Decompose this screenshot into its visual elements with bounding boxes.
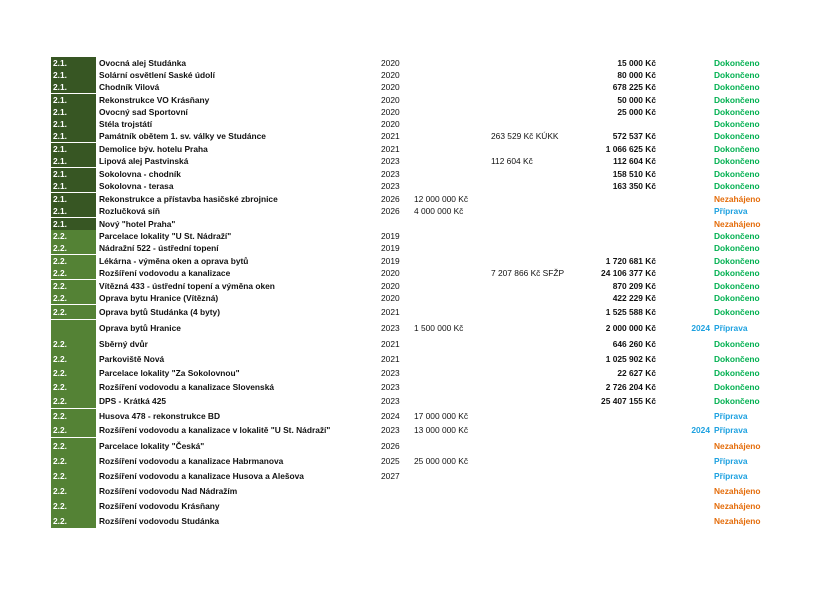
project-name: Nový "hotel Praha" — [99, 218, 176, 229]
grant-amount: 7 207 866 Kč SFŽP — [491, 267, 565, 278]
table-row — [0, 438, 840, 453]
table-row — [0, 351, 840, 366]
project-status: Dokončeno — [714, 395, 760, 406]
category-code: 2.2. — [53, 425, 67, 435]
project-name: Solární osvětlení Saské údolí — [99, 69, 215, 80]
category-code-cell — [51, 255, 96, 267]
actual-cost: 1 720 681 Kč — [605, 255, 656, 266]
project-name: Nádražní 522 - ústřední topení — [99, 242, 219, 253]
project-status: Dokončeno — [714, 57, 760, 68]
category-code: 2.1. — [53, 219, 67, 229]
project-year: 2020 — [381, 280, 400, 291]
planned-budget: 4 000 000 Kč — [414, 205, 464, 216]
category-code-cell — [51, 155, 96, 167]
completion-year: 2024 — [691, 424, 710, 435]
project-name: Sokolovna - chodník — [99, 168, 181, 179]
table-row — [0, 394, 840, 408]
project-year: 2021 — [381, 353, 400, 364]
project-name: Památník obětem 1. sv. války ve Studánce — [99, 130, 266, 141]
category-code-cell — [51, 218, 96, 230]
project-status: Dokončeno — [714, 381, 760, 392]
project-year: 2020 — [381, 69, 400, 80]
project-name: Oprava bytu Hranice (Vítězná) — [99, 292, 219, 303]
table-row — [0, 267, 840, 279]
actual-cost: 15 000 Kč — [617, 57, 656, 68]
project-name: Rozšíření vodovodu Nad Nádražím — [99, 485, 238, 496]
project-status: Nezahájeno — [714, 515, 761, 526]
project-year: 2026 — [381, 205, 400, 216]
category-code-cell — [51, 453, 96, 468]
project-year: 2023 — [381, 395, 400, 406]
project-year: 2023 — [381, 322, 400, 333]
project-name: Rozšíření vodovodu a kanalizace v lokalitě "U St. Nádraží" — [99, 424, 331, 435]
project-year: 2023 — [381, 381, 400, 392]
project-name: Lékárna - výměna oken a oprava bytů — [99, 255, 249, 266]
project-status: Dokončeno — [714, 130, 760, 141]
project-status: Dokončeno — [714, 353, 760, 364]
category-code: 2.2. — [53, 396, 67, 406]
project-year: 2019 — [381, 230, 400, 241]
table-row — [0, 305, 840, 319]
table-row — [0, 336, 840, 351]
project-status: Nezahájeno — [714, 218, 761, 229]
category-code: 2.1. — [53, 169, 67, 179]
project-year: 2020 — [381, 267, 400, 278]
category-code-cell — [51, 351, 96, 366]
category-code-cell — [51, 168, 96, 180]
table-row — [0, 106, 840, 118]
category-code-cell — [51, 69, 96, 81]
category-code: 2.2. — [53, 470, 67, 481]
category-code: 2.1. — [53, 70, 67, 80]
category-code: 2.1. — [53, 206, 67, 216]
table-row — [0, 320, 840, 336]
project-status: Dokončeno — [714, 155, 760, 166]
table-row — [0, 423, 840, 437]
project-year: 2021 — [381, 338, 400, 349]
actual-cost: 678 225 Kč — [612, 81, 656, 92]
project-status: Příprava — [714, 470, 748, 481]
category-code: 2.1. — [53, 131, 67, 141]
table-row — [0, 205, 840, 217]
actual-cost: 80 000 Kč — [617, 69, 656, 80]
actual-cost: 112 604 Kč — [613, 155, 656, 166]
category-code: 2.2. — [53, 455, 67, 466]
category-code-cell — [51, 305, 96, 319]
project-status: Dokončeno — [714, 143, 760, 154]
project-status: Dokončeno — [714, 230, 760, 241]
category-code-cell — [51, 130, 96, 142]
project-year: 2020 — [381, 292, 400, 303]
table-row — [0, 94, 840, 106]
project-year: 2021 — [381, 130, 400, 141]
actual-cost: 22 627 Kč — [617, 367, 656, 378]
actual-cost: 2 000 000 Kč — [605, 322, 656, 333]
category-code-cell — [51, 468, 96, 483]
project-status: Příprava — [714, 410, 748, 421]
project-year: 2020 — [381, 57, 400, 68]
project-name: Rekonstrukce VO Krásňany — [99, 94, 210, 105]
project-year: 2019 — [381, 242, 400, 253]
category-code: 2.2. — [53, 293, 67, 303]
category-code-cell — [51, 230, 96, 242]
actual-cost: 25 000 Kč — [617, 106, 656, 117]
table-row — [0, 498, 840, 513]
project-year: 2023 — [381, 168, 400, 179]
actual-cost: 1 066 625 Kč — [605, 143, 656, 154]
table-row — [0, 168, 840, 180]
project-status: Dokončeno — [714, 69, 760, 80]
category-code-cell — [51, 394, 96, 408]
category-code-cell — [51, 336, 96, 351]
project-status: Dokončeno — [714, 180, 760, 191]
project-name: Rozšíření vodovodu a kanalizace Slovenská — [99, 381, 275, 392]
actual-cost: 50 000 Kč — [617, 94, 656, 105]
project-status: Dokončeno — [714, 306, 760, 317]
category-code: 2.2. — [53, 485, 67, 496]
project-year: 2020 — [381, 118, 400, 129]
planned-budget: 13 000 000 Kč — [414, 424, 469, 435]
actual-cost: 422 229 Kč — [612, 292, 656, 303]
category-code: 2.2. — [53, 268, 67, 278]
table-row — [0, 81, 840, 93]
project-year: 2021 — [381, 306, 400, 317]
category-code-cell — [51, 193, 96, 205]
category-code: 2.1. — [53, 119, 67, 129]
project-status: Nezahájeno — [714, 440, 761, 451]
actual-cost: 870 209 Kč — [612, 280, 656, 291]
project-year: 2025 — [381, 455, 400, 466]
category-code: 2.2. — [53, 338, 67, 349]
category-code: 2.1. — [53, 95, 67, 105]
category-code-cell — [51, 118, 96, 130]
project-year: 2019 — [381, 255, 400, 266]
project-name: Rozšíření vodovodu Studánka — [99, 515, 220, 526]
category-code: 2.2. — [53, 500, 67, 511]
project-status: Dokončeno — [714, 292, 760, 303]
project-name: Ovocná alej Studánka — [99, 57, 187, 68]
category-code-cell — [51, 94, 96, 106]
category-code: 2.2. — [53, 243, 67, 253]
table-row — [0, 280, 840, 292]
project-status: Dokončeno — [714, 280, 760, 291]
project-name: Parcelace lokality "Za Sokolovnou" — [99, 367, 240, 378]
project-name: Sběrný dvůr — [99, 338, 148, 349]
category-code: 2.2. — [53, 515, 67, 526]
project-status: Dokončeno — [714, 118, 760, 129]
project-name: Rozšíření vodovodu Krásňany — [99, 500, 220, 511]
table-row — [0, 143, 840, 155]
category-code-cell — [51, 366, 96, 380]
actual-cost: 158 510 Kč — [612, 168, 656, 179]
table-row — [0, 193, 840, 205]
table-row — [0, 255, 840, 267]
actual-cost: 1 025 902 Kč — [605, 353, 656, 364]
project-year: 2023 — [381, 180, 400, 191]
project-name: DPS - Krátká 425 — [99, 395, 167, 406]
category-code-cell — [51, 380, 96, 394]
category-code-cell — [51, 320, 96, 336]
category-code-cell — [51, 205, 96, 217]
project-name: Parcelace lokality "U St. Nádraží" — [99, 230, 232, 241]
category-code-cell — [51, 106, 96, 118]
project-status: Dokončeno — [714, 168, 760, 179]
project-year: 2020 — [381, 81, 400, 92]
category-code: 2.2. — [53, 307, 67, 317]
actual-cost: 24 106 377 Kč — [601, 267, 656, 278]
completion-year: 2024 — [691, 322, 710, 333]
category-code: 2.2. — [53, 353, 67, 364]
actual-cost: 163 350 Kč — [612, 180, 656, 191]
table-row — [0, 513, 840, 528]
project-status: Nezahájeno — [714, 193, 761, 204]
category-code: 2.1. — [53, 194, 67, 204]
project-status: Příprava — [714, 455, 748, 466]
category-code: 2.1. — [53, 107, 67, 117]
project-name: Demolice býv. hotelu Praha — [99, 143, 208, 154]
project-status: Příprava — [714, 424, 748, 435]
project-status: Dokončeno — [714, 94, 760, 105]
project-year: 2024 — [381, 410, 400, 421]
category-code-cell — [51, 180, 96, 192]
project-name: Parkoviště Nová — [99, 353, 165, 364]
project-name: Rozšíření vodovodu a kanalizace Habrmanova — [99, 455, 284, 466]
project-status: Nezahájeno — [714, 485, 761, 496]
category-code-cell — [51, 409, 96, 423]
project-status: Dokončeno — [714, 338, 760, 349]
category-code: 2.2. — [53, 382, 67, 392]
table-row — [0, 230, 840, 242]
category-code: 2.2. — [53, 411, 67, 421]
project-name: Rozlučková síň — [99, 205, 160, 216]
table-row — [0, 130, 840, 142]
project-year: 2027 — [381, 470, 400, 481]
table-row — [0, 57, 840, 69]
project-year: 2023 — [381, 367, 400, 378]
project-status: Dokončeno — [714, 367, 760, 378]
category-code-cell — [51, 81, 96, 93]
table-row — [0, 483, 840, 498]
category-code-cell — [51, 242, 96, 254]
category-code-cell — [51, 483, 96, 498]
project-year: 2020 — [381, 94, 400, 105]
actual-cost: 25 407 155 Kč — [601, 395, 656, 406]
table-row — [0, 453, 840, 468]
category-code: 2.2. — [53, 368, 67, 378]
grant-amount: 263 529 Kč KÚKK — [491, 130, 559, 141]
project-year: 2026 — [381, 440, 400, 451]
table-row — [0, 180, 840, 192]
planned-budget: 17 000 000 Kč — [414, 410, 469, 421]
category-code-cell — [51, 280, 96, 292]
project-year: 2026 — [381, 193, 400, 204]
category-code-cell — [51, 143, 96, 155]
category-code-cell — [51, 513, 96, 528]
category-code-cell — [51, 498, 96, 513]
table-row — [0, 292, 840, 304]
category-code: 2.2. — [53, 256, 67, 266]
project-name: Rekonstrukce a přístavba hasičské zbrojnice — [99, 193, 278, 204]
table-row — [0, 468, 840, 483]
table-row — [0, 69, 840, 81]
table-row — [0, 242, 840, 254]
project-name: Vítězná 433 - ústřední topení a výměna oken — [99, 280, 275, 291]
project-status: Dokončeno — [714, 267, 760, 278]
table-row — [0, 409, 840, 423]
project-year: 2020 — [381, 106, 400, 117]
project-status: Dokončeno — [714, 106, 760, 117]
project-name: Ovocný sad Sportovní — [99, 106, 188, 117]
category-code-cell — [51, 292, 96, 304]
grant-amount: 112 604 Kč — [491, 155, 533, 166]
table-row — [0, 366, 840, 380]
project-status: Dokončeno — [714, 242, 760, 253]
planned-budget: 12 000 000 Kč — [414, 193, 469, 204]
category-code-cell — [51, 267, 96, 279]
project-name: Lipová alej Pastvinská — [99, 155, 189, 166]
actual-cost: 646 260 Kč — [612, 338, 656, 349]
project-name: Parcelace lokality "Česká" — [99, 440, 205, 451]
project-name: Sokolovna - terasa — [99, 180, 174, 191]
project-year: 2021 — [381, 143, 400, 154]
category-code: 2.1. — [53, 156, 67, 166]
category-code: 2.2. — [53, 231, 67, 241]
project-status: Nezahájeno — [714, 500, 761, 511]
table-row — [0, 118, 840, 130]
category-code-cell — [51, 438, 96, 453]
project-year: 2023 — [381, 424, 400, 435]
category-code: 2.2. — [53, 440, 67, 451]
category-code: 2.1. — [53, 181, 67, 191]
category-code: 2.1. — [53, 58, 67, 68]
category-code: 2.2. — [53, 281, 67, 291]
project-name: Rozšíření vodovodu a kanalizace — [99, 267, 231, 278]
project-name: Rozšíření vodovodu a kanalizace Husova a Alešova — [99, 470, 304, 481]
project-name: Husova 478 - rekonstrukce BD — [99, 410, 221, 421]
category-code: 2.1. — [53, 144, 67, 154]
planned-budget: 1 500 000 Kč — [414, 322, 464, 333]
project-name: Chodník Vilová — [99, 81, 160, 92]
category-code-cell — [51, 57, 96, 69]
category-code-cell — [51, 423, 96, 437]
project-status: Příprava — [714, 322, 748, 333]
table-row — [0, 218, 840, 230]
project-name: Stéla trojstátí — [99, 118, 153, 129]
actual-cost: 572 537 Kč — [612, 130, 656, 141]
project-status: Dokončeno — [714, 81, 760, 92]
planned-budget: 25 000 000 Kč — [414, 455, 469, 466]
project-status: Příprava — [714, 205, 748, 216]
actual-cost: 1 525 588 Kč — [605, 306, 656, 317]
project-name: Oprava bytů Hranice — [99, 322, 181, 333]
project-status: Dokončeno — [714, 255, 760, 266]
project-name: Oprava bytů Studánka (4 byty) — [99, 306, 220, 317]
category-code: 2.1. — [53, 82, 67, 92]
actual-cost: 2 726 204 Kč — [605, 381, 656, 392]
project-year: 2023 — [381, 155, 400, 166]
table-row — [0, 380, 840, 394]
table-row — [0, 155, 840, 167]
